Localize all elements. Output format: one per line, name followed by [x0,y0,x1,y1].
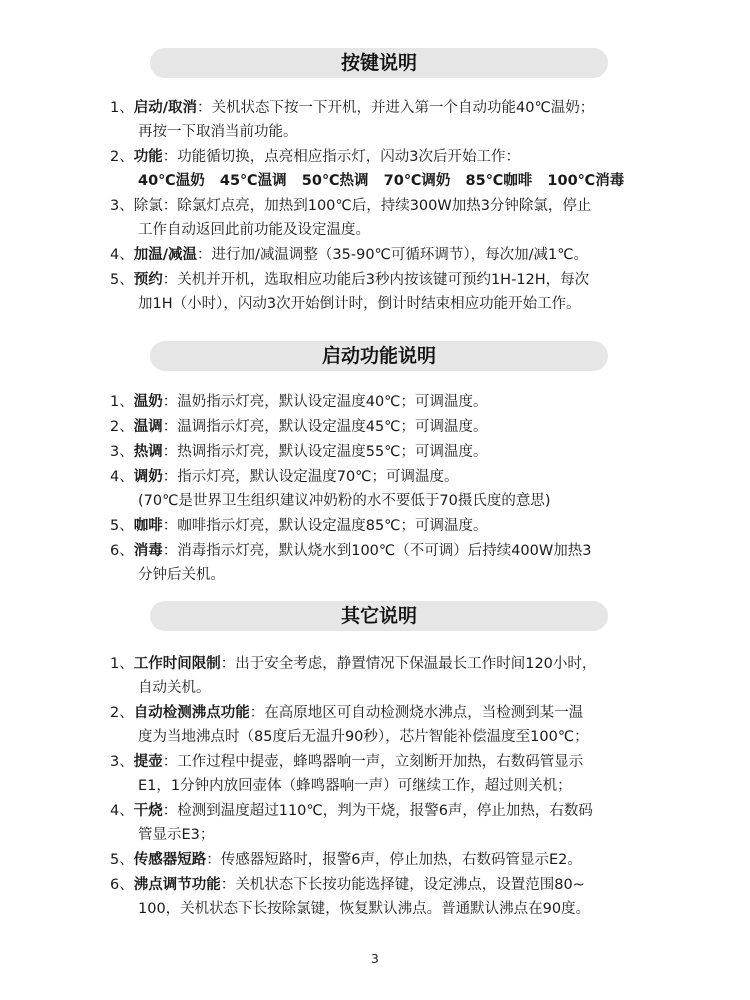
item-keyword: 咖啡 [133,518,163,534]
section-title-functions: 启动功能说明 [150,341,608,371]
item-keyword: 加温/减温 [133,247,198,263]
item-text-cont: 工作自动返回此前功能及设定温度。 [138,222,370,238]
item-number: 5、 [110,272,134,288]
item-sep: ： [249,705,265,721]
item-number: 2、 [110,419,134,435]
list-item [110,652,670,700]
list-item [110,243,670,267]
item-text: 指示灯亮，默认设定温度70℃；可调温度。 [177,469,459,485]
item-text: 除氯：除氯灯点亮，加热到100℃后，持续300W加热3分钟除氯，停止 [133,198,592,214]
item-text-cont: E1，1分钟内放回壶体（蜂鸣器响一声）可继续工作，超过则关机； [138,778,572,794]
list-item [110,848,670,872]
list-item [110,514,670,538]
item-number: 4、 [110,469,134,485]
item-keyword: 功能 [133,149,163,165]
functions-list [110,390,670,587]
item-number: 5、 [110,518,134,534]
item-sep: ： [206,852,221,868]
item-sep: ： [220,877,236,893]
item-sep: ： [162,444,178,460]
item-keyword: 提壶 [133,754,163,770]
item-sep: ： [162,469,178,485]
item-text: 出于安全考虑，静置情况下保温最长工作时间120小时， [235,656,597,672]
item-text-cont: 加1H（小时），闪动3次开始倒计时，倒计时结束相应功能开始工作。 [138,296,581,312]
item-number: 2、 [110,705,134,721]
item-sep: ： [162,149,178,165]
item-number: 3、 [110,754,134,770]
item-text-cont: 管显示E3； [138,827,215,843]
item-text-cont: 度为当地沸点时（85度后无温升90秒），芯片智能补偿温度至100℃； [138,729,589,745]
item-sep: ： [220,656,236,672]
item-number: 2、 [110,149,134,165]
item-text: 关机状态下长按功能选择键，设定沸点，设置范围80~ [235,877,585,893]
item-number: 6、 [110,877,134,893]
item-text: 热调指示灯亮，默认设定温度55℃；可调温度。 [177,444,488,460]
list-item [110,415,670,439]
item-text-cont: 再按一下取消当前功能。 [138,124,298,140]
item-keyword: 温调 [133,419,163,435]
item-note: (70℃是世界卫生组织建议冲奶粉的水不要低于70摄氏度的意思) [138,493,551,509]
item-keyword: 沸点调节功能 [133,877,221,893]
item-text-cont: 自动关机。 [138,680,211,696]
list-item [110,194,670,242]
item-keyword: 热调 [133,444,163,460]
item-keyword: 温奶 [133,394,163,410]
list-item [110,701,670,749]
buttons-list [110,96,670,316]
mode-list: 40℃温奶 45℃温调 50℃热调 70℃调奶 85℃咖啡 100℃消毒 [138,173,625,189]
item-keyword: 调奶 [133,469,163,485]
item-number: 4、 [110,803,134,819]
item-keyword: 消毒 [133,543,163,559]
item-text: 传感器短路时，报警6声，停止加热，右数码管显示E2。 [220,852,582,868]
item-number: 1、 [110,100,134,116]
item-text: 在高原地区可自动检测烧水沸点，当检测到某一温 [264,705,584,721]
item-sep: ： [162,419,178,435]
list-item [110,539,670,587]
item-keyword: 工作时间限制 [133,656,221,672]
item-text-cont: 分钟后关机。 [138,567,225,583]
list-item [110,465,670,513]
item-text: 温奶指示灯亮，默认设定温度40℃；可调温度。 [177,394,488,410]
item-sep: ： [162,518,178,534]
section-title-other: 其它说明 [150,601,608,631]
item-text-cont: 100，关机状态下长按除氯键，恢复默认沸点。普通默认沸点在90度。 [138,901,591,917]
item-text: 关机状态下按一下开机，并进入第一个自动功能40℃温奶； [211,100,595,116]
list-item [110,390,670,414]
item-number: 1、 [110,394,134,410]
item-sep: ： [162,543,178,559]
item-text: 消毒指示灯亮，默认烧水到100℃（不可调）后持续400W加热3 [177,543,592,559]
list-item [110,799,670,847]
item-text: 关机并开机，选取相应功能后3秒内按该键可预约1H-12H，每次 [177,272,590,288]
item-sep: ： [162,803,178,819]
other-list [110,652,670,921]
item-number: 3、 [110,198,134,214]
item-sep: ： [197,100,212,116]
item-text: 功能循切换，点亮相应指示灯，闪动3次后开始工作： [177,149,520,165]
item-keyword: 干烧 [133,803,163,819]
item-number: 4、 [110,247,134,263]
item-text: 咖啡指示灯亮，默认设定温度85℃；可调温度。 [177,518,488,534]
item-text: 工作过程中提壶，蜂鸣器响一声，立刻断开加热，右数码管显示 [177,754,584,770]
item-text: 温调指示灯亮，默认设定温度45℃；可调温度。 [177,419,488,435]
list-item [110,440,670,464]
item-text: 进行加/减温调整（35-90℃可循环调节），每次加/减1℃。 [211,247,588,263]
item-text: 检测到温度超过110℃，判为干烧，报警6声，停止加热，右数码 [177,803,593,819]
list-item [110,750,670,798]
item-number: 6、 [110,543,134,559]
list-item [110,145,670,193]
list-item [110,268,670,316]
section-title-buttons: 按键说明 [150,48,608,78]
item-sep: ： [197,247,212,263]
item-keyword: 自动检测沸点功能 [133,705,250,721]
item-number: 5、 [110,852,134,868]
item-keyword: 传感器短路 [133,852,207,868]
item-number: 3、 [110,444,134,460]
item-sep: ： [162,272,178,288]
list-item [110,873,670,921]
item-keyword: 预约 [133,272,163,288]
list-item [110,96,670,144]
item-keyword: 启动/取消 [133,100,198,116]
item-number: 1、 [110,656,134,672]
item-sep: ： [162,754,178,770]
page-number: 3 [371,952,379,966]
item-sep: ： [162,394,178,410]
